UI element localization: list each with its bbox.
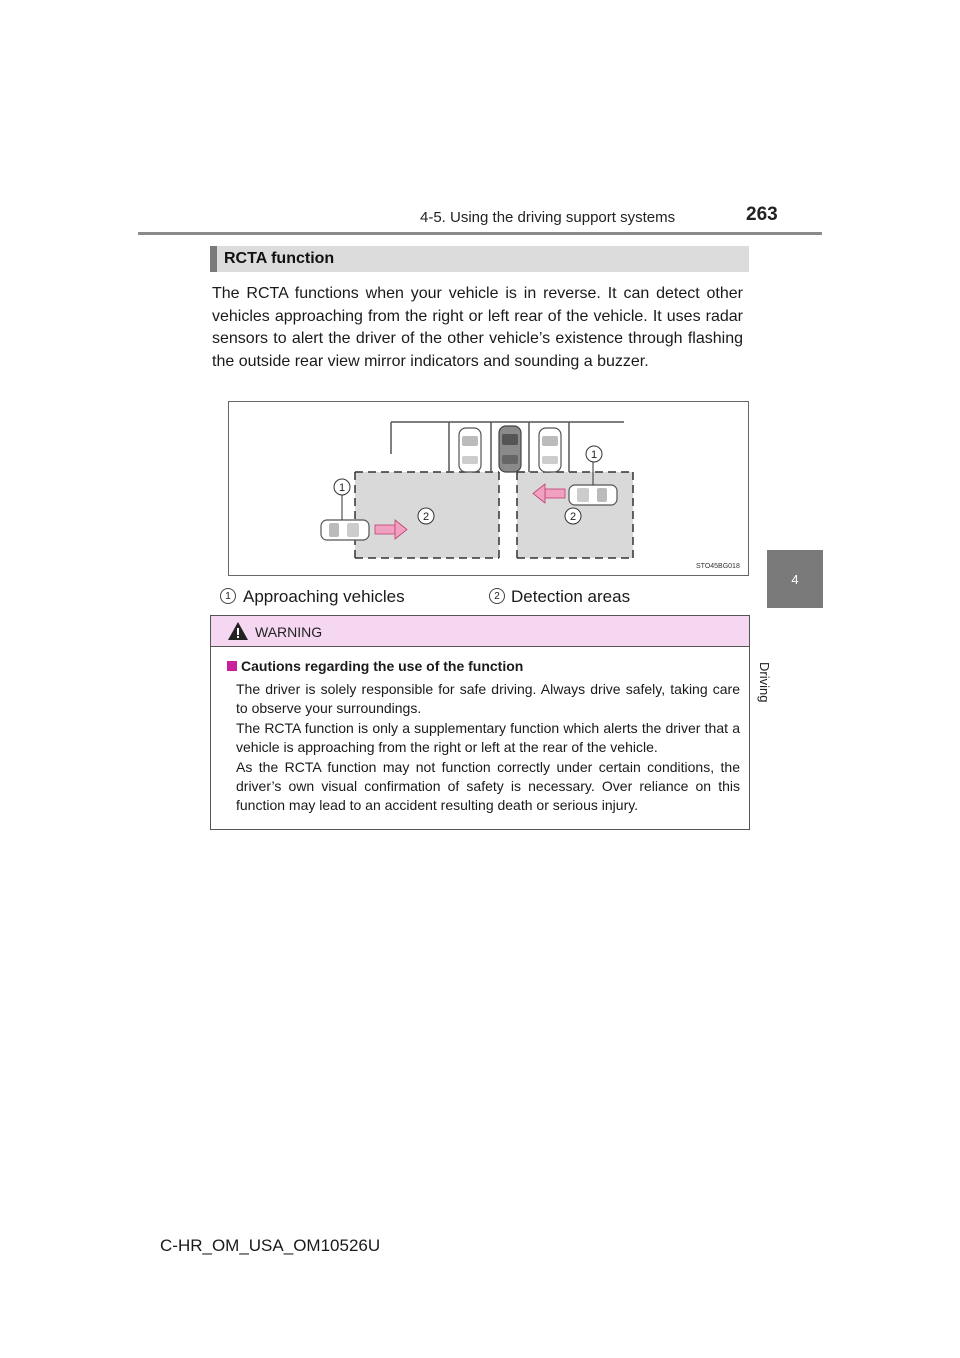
- own-vehicle: [499, 426, 521, 472]
- parked-car-1: [459, 428, 481, 472]
- warning-paragraph-2: The RCTA function is only a supplementary function which alerts the driver that a vehicle is approaching from the right or left at the rear of the vehicle.: [236, 720, 740, 755]
- footer-document-code: C-HR_OM_USA_OM10526U: [160, 1236, 381, 1255]
- warning-paragraph-1: The driver is solely responsible for safe driving. Always drive safely, taking care to observe your surroundings.: [236, 681, 740, 716]
- warning-title: WARNING: [255, 624, 323, 640]
- caption-2-text: Detection areas: [511, 587, 631, 606]
- parked-car-2: [539, 428, 561, 472]
- warning-triangle-icon: [227, 621, 249, 641]
- warning-subtitle: [227, 658, 523, 674]
- page-number: 263: [746, 204, 778, 225]
- caption-2-number: 2: [489, 588, 505, 604]
- chapter-label: Driving: [757, 662, 772, 703]
- header-rule: [138, 232, 822, 235]
- square-bullet-icon: [227, 661, 237, 671]
- rcta-diagram: [228, 401, 749, 576]
- callout-2-right: 2: [569, 511, 577, 523]
- warning-subtitle-text: Cautions regarding the use of the function: [241, 658, 524, 674]
- caption-1-number: 1: [220, 588, 236, 604]
- header-section-title: 4-5. Using the driving support systems: [420, 209, 676, 226]
- warning-box: [210, 615, 750, 830]
- callout-1-left: 1: [338, 482, 346, 494]
- chapter-label-container: [757, 612, 820, 703]
- chapter-tab: [767, 550, 823, 608]
- rcta-diagram-svg: [229, 402, 748, 575]
- figure-code: STO45BG018: [696, 563, 740, 570]
- section-title: RCTA function: [224, 250, 335, 267]
- caption-1-text: Approaching vehicles: [243, 587, 405, 606]
- section-heading: [210, 246, 749, 272]
- chapter-number: 4: [791, 571, 799, 587]
- approaching-vehicle-left: [321, 520, 369, 540]
- warning-paragraph-3: As the RCTA function may not function correctly under certain conditions, the driver’s own visual confirmation of safety is necessary. Over reliance on this function may lead to an accident resulting death or serious injury.: [236, 759, 740, 813]
- approaching-vehicle-right: [569, 485, 617, 505]
- warning-header: [211, 616, 749, 647]
- callout-2-left: 2: [422, 511, 430, 523]
- section-body: The RCTA functions when your vehicle is in reverse. It can detect other vehicles approaching from the right or left rear of the vehicle. It uses radar sensors to alert the driver of the other vehicle’s existence through flashing the outside rear view mirror indicators and sounding a buzzer.: [212, 285, 743, 370]
- callout-1-right: 1: [590, 449, 598, 461]
